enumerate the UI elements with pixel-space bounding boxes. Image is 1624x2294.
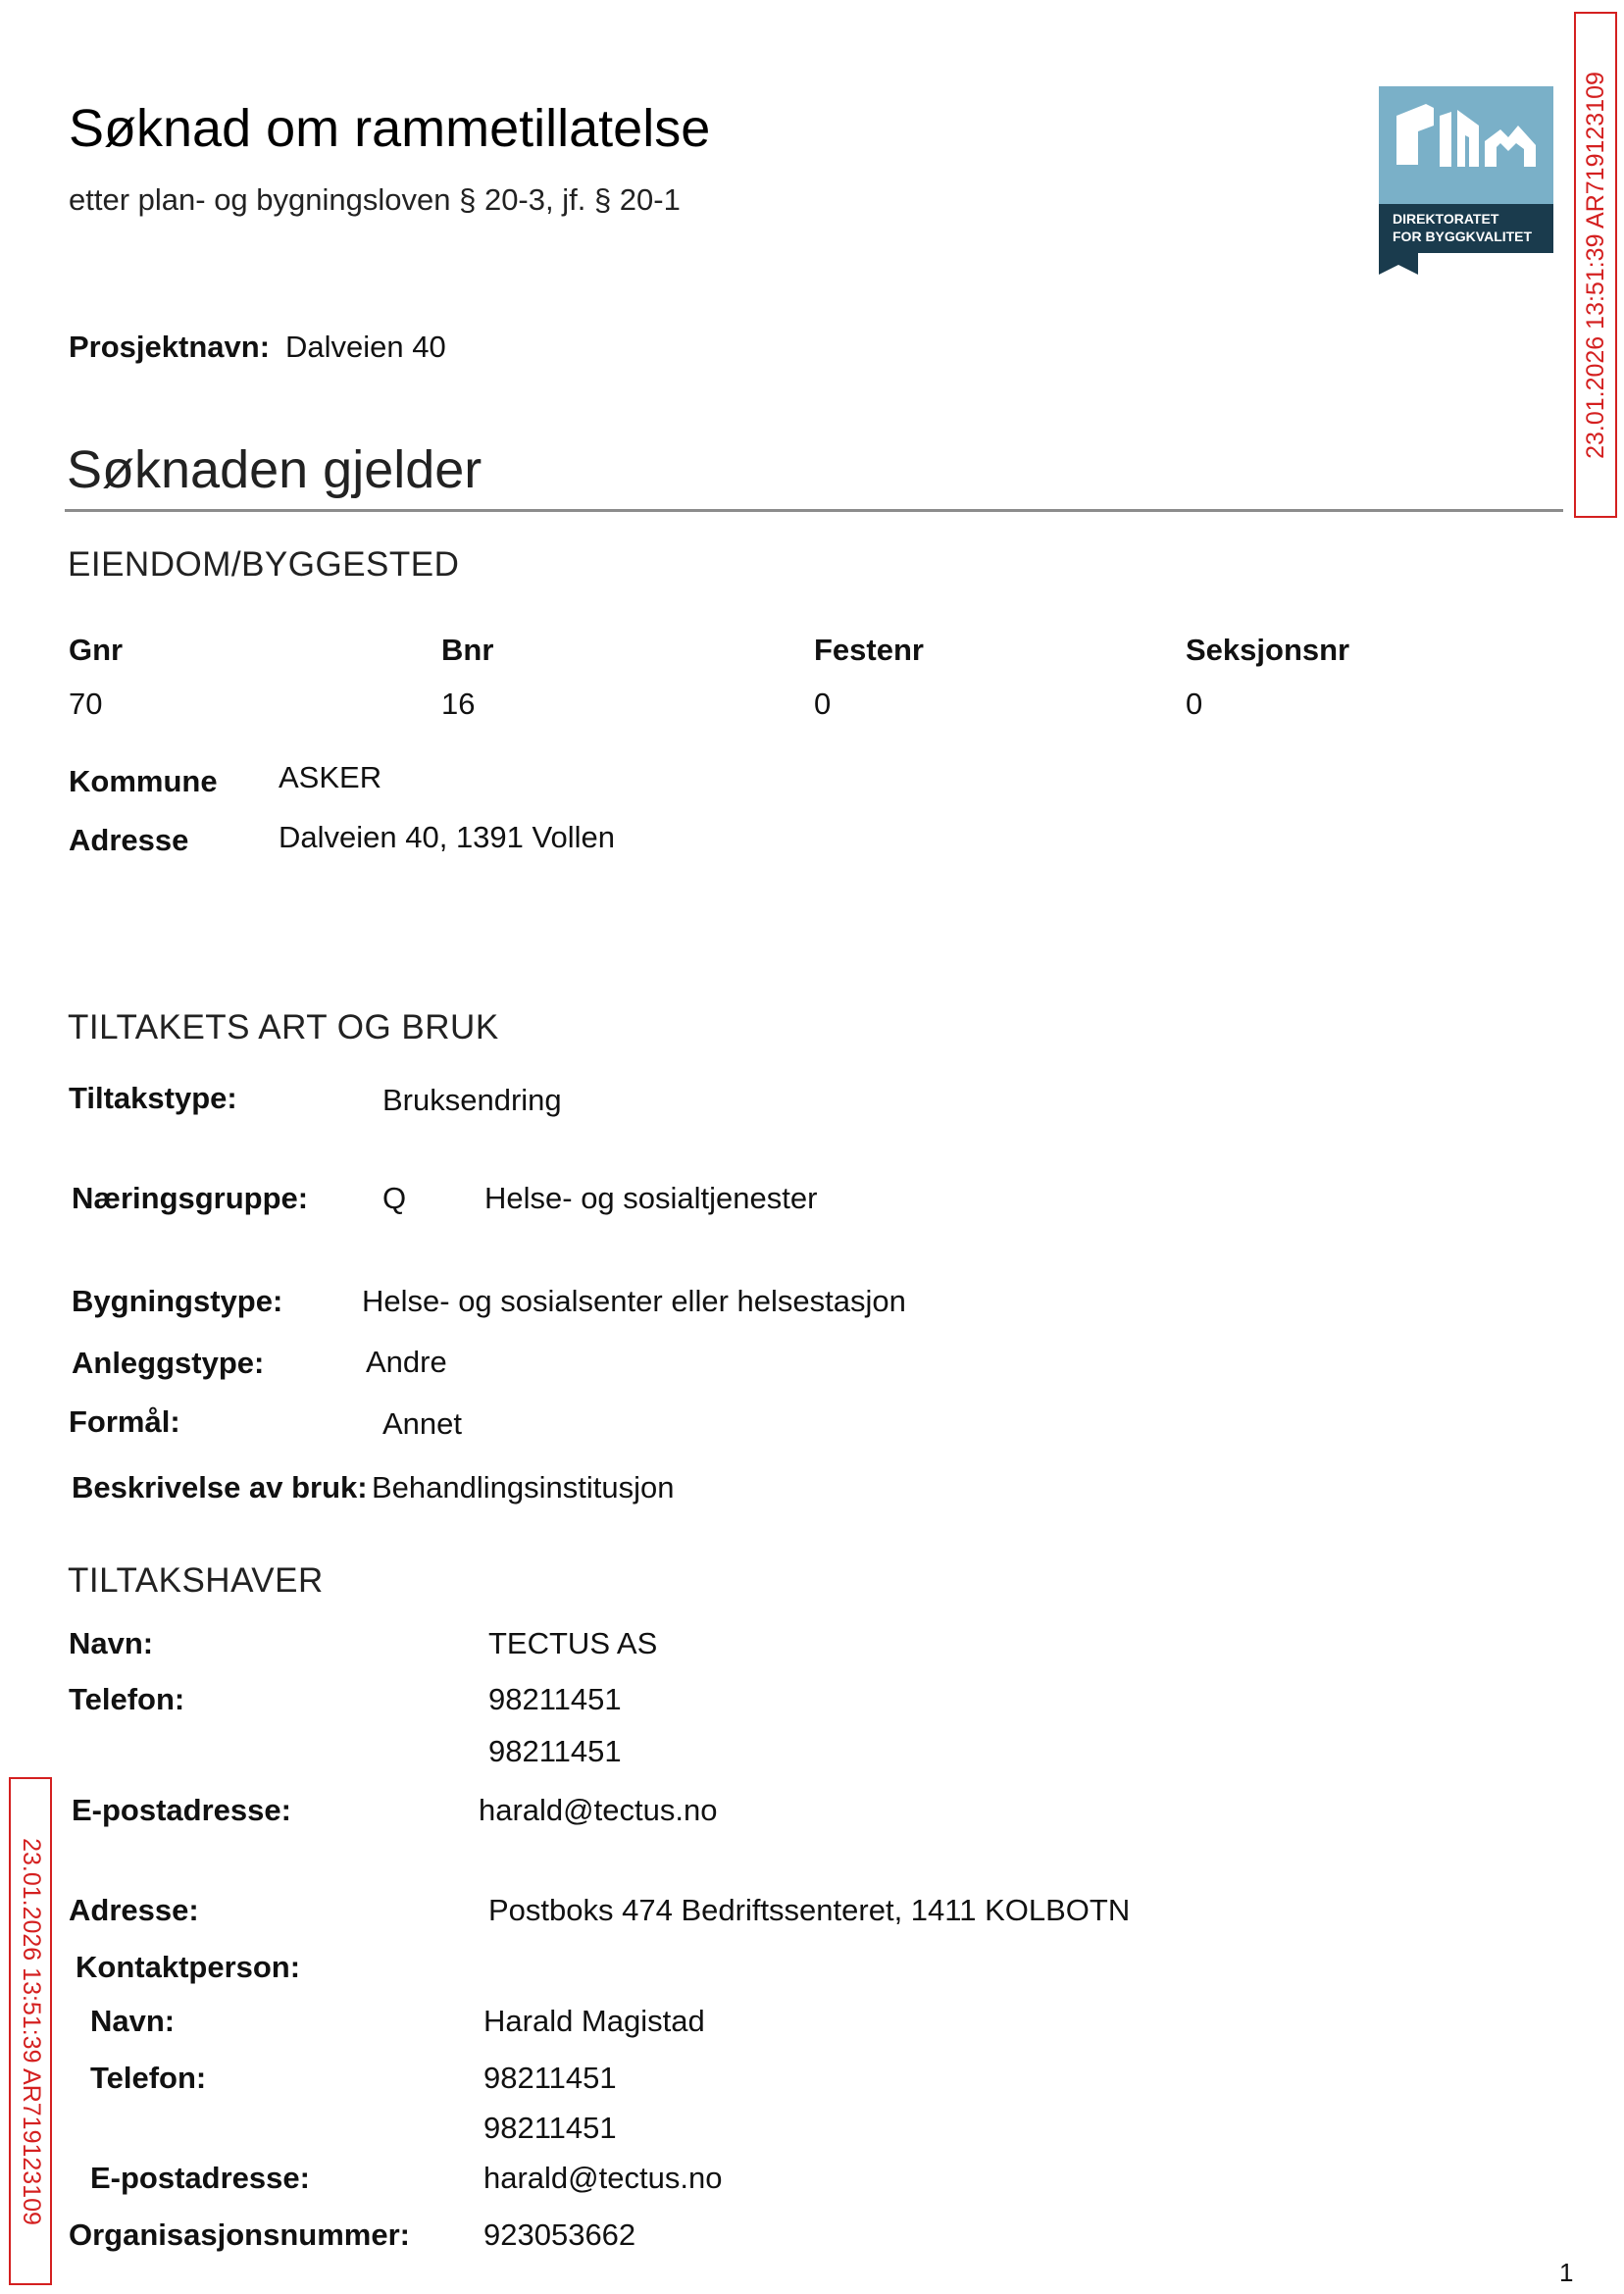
gnr-value: 70 bbox=[69, 687, 103, 721]
tiltakshaver-heading: TILTAKSHAVER bbox=[68, 1561, 324, 1600]
kontakt-epost-value: harald@tectus.no bbox=[483, 2161, 723, 2195]
epost-value: harald@tectus.no bbox=[479, 1793, 718, 1827]
kommune-value: ASKER bbox=[279, 760, 382, 794]
orgnr-label: Organisasjonsnummer: bbox=[69, 2218, 410, 2252]
property-heading: EIENDOM/BYGGESTED bbox=[68, 545, 460, 584]
telefon-value-2: 98211451 bbox=[488, 1734, 622, 1768]
kommune-label: Kommune bbox=[69, 764, 218, 798]
section-heading: Søknaden gjelder bbox=[67, 440, 482, 499]
navn-label: Navn: bbox=[69, 1626, 154, 1660]
logo-text-line1: DIREKTORATET bbox=[1393, 211, 1499, 227]
tiltakstype-value: Bruksendring bbox=[382, 1083, 562, 1117]
col-seksjonsnr-label: Seksjonsnr bbox=[1186, 633, 1350, 667]
timestamp-stamp-bottom-text: 23.01.2026 13:51:39 AR719123109 bbox=[17, 1837, 45, 2225]
project-label: Prosjektnavn: bbox=[69, 330, 271, 364]
tiltak-heading: TILTAKETS ART OG BRUK bbox=[68, 1008, 499, 1046]
bygningstype-label: Bygningstype: bbox=[72, 1284, 283, 1318]
tiltakshaver-adresse-value: Postboks 474 Bedriftssenteret, 1411 KOLBOTN bbox=[488, 1893, 1131, 1927]
epost-label: E-postadresse: bbox=[72, 1793, 291, 1827]
telefon-value-1: 98211451 bbox=[488, 1682, 622, 1716]
section-divider bbox=[65, 509, 1563, 512]
dibk-logo bbox=[1379, 86, 1553, 275]
logo-text-line2: FOR BYGGKVALITET bbox=[1393, 229, 1533, 244]
adresse-label: Adresse bbox=[69, 823, 189, 857]
navn-value: TECTUS AS bbox=[488, 1626, 658, 1660]
naeringsgruppe-code: Q bbox=[382, 1181, 407, 1215]
tiltakshaver-adresse-label: Adresse: bbox=[69, 1893, 199, 1927]
orgnr-value: 923053662 bbox=[483, 2218, 636, 2252]
naeringsgruppe-label: Næringsgruppe: bbox=[72, 1181, 309, 1215]
kontakt-navn-label: Navn: bbox=[90, 2004, 176, 2038]
timestamp-stamp-top bbox=[1574, 12, 1617, 518]
naeringsgruppe-value: Helse- og sosialtjenester bbox=[484, 1181, 818, 1215]
kontakt-navn-value: Harald Magistad bbox=[483, 2004, 705, 2038]
kontakt-telefon-value-2: 98211451 bbox=[483, 2111, 617, 2145]
document-title: Søknad om rammetillatelse bbox=[69, 99, 711, 158]
kontaktperson-label: Kontaktperson: bbox=[76, 1950, 301, 1984]
col-festenr-label: Festenr bbox=[814, 633, 924, 667]
dibk-logo-graphic bbox=[1379, 86, 1553, 275]
adresse-value: Dalveien 40, 1391 Vollen bbox=[279, 820, 615, 854]
col-bnr-label: Bnr bbox=[441, 633, 494, 667]
beskrivelse-label: Beskrivelse av bruk: bbox=[72, 1470, 368, 1504]
seksjonsnr-value: 0 bbox=[1186, 687, 1203, 721]
telefon-label: Telefon: bbox=[69, 1682, 185, 1716]
anleggstype-label: Anleggstype: bbox=[72, 1346, 265, 1380]
project-value: Dalveien 40 bbox=[285, 330, 446, 364]
timestamp-stamp-bottom bbox=[9, 1777, 52, 2285]
anleggstype-value: Andre bbox=[366, 1345, 447, 1379]
document-subtitle: etter plan- og bygningsloven § 20-3, jf. § 20-1 bbox=[69, 182, 681, 217]
page-number: 1 bbox=[1559, 2258, 1574, 2287]
tiltakstype-label: Tiltakstype: bbox=[69, 1081, 237, 1115]
timestamp-stamp-top-text: 23.01.2026 13:51:39 AR719123109 bbox=[1581, 71, 1609, 459]
formal-label: Formål: bbox=[69, 1404, 180, 1439]
kontakt-epost-label: E-postadresse: bbox=[90, 2161, 310, 2195]
bnr-value: 16 bbox=[441, 687, 476, 721]
beskrivelse-value: Behandlingsinstitusjon bbox=[372, 1470, 675, 1504]
festenr-value: 0 bbox=[814, 687, 832, 721]
bygningstype-value: Helse- og sosialsenter eller helsestasjon bbox=[362, 1284, 906, 1318]
col-gnr-label: Gnr bbox=[69, 633, 124, 667]
kontakt-telefon-value-1: 98211451 bbox=[483, 2061, 617, 2095]
formal-value: Annet bbox=[382, 1406, 463, 1441]
kontakt-telefon-label: Telefon: bbox=[90, 2061, 207, 2095]
